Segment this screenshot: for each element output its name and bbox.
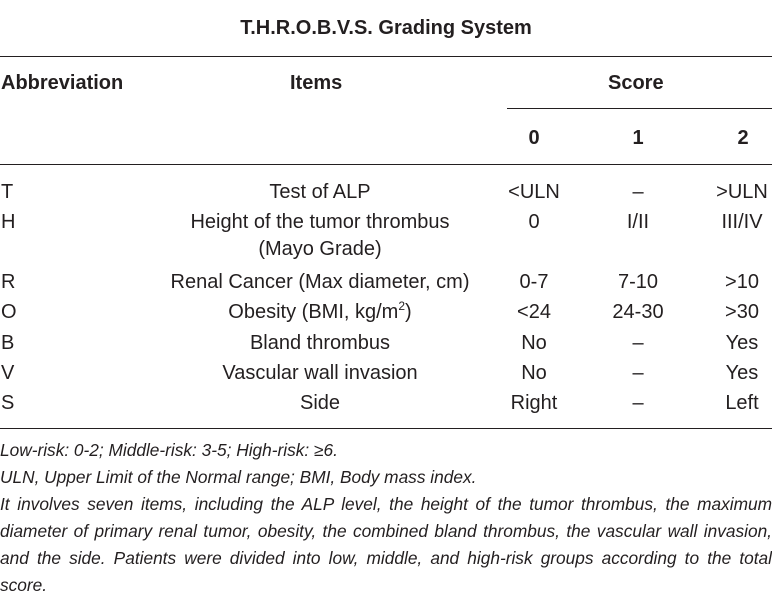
- row-abbreviation: T: [1, 181, 14, 203]
- row-item: Bland thrombus: [249, 332, 391, 354]
- footnote-risk: Low-risk: 0-2; Middle-risk: 3-5; High-risk: ≥6.: [0, 440, 338, 460]
- row-score-0: <24: [517, 301, 551, 323]
- row-score-1: 7-10: [617, 271, 659, 293]
- header-items: Items: [290, 72, 343, 94]
- row-score-2: >30: [725, 301, 759, 323]
- row-abbreviation: S: [1, 392, 15, 414]
- footnote-description: It involves seven items, including the ALP level, the height of the tumor thrombus, the maximum diameter of primary renal tumor, obesity, the combined bland thrombus, the vascular wall invasion, and the side. Patients were divided into low, middle, and high-risk groups according to the total score.: [0, 494, 772, 595]
- row-score-0: No: [521, 362, 547, 384]
- header-score-1: 1: [632, 127, 644, 149]
- row-abbreviation: V: [1, 362, 15, 384]
- row-item-text: Obesity (BMI, kg/m: [228, 301, 399, 323]
- row-abbreviation: B: [1, 332, 15, 354]
- row-abbreviation: R: [1, 271, 16, 293]
- footnote-abbreviations: ULN, Upper Limit of the Normal range; BMI, Body mass index.: [0, 467, 477, 487]
- row-item: Test of ALP: [269, 181, 371, 203]
- row-score-2: Yes: [725, 332, 759, 354]
- row-score-2: >10: [725, 271, 759, 293]
- row-item: [140, 300, 500, 324]
- header-score-0: 0: [528, 127, 540, 149]
- row-score-1: –: [632, 362, 644, 384]
- row-score-1: I/II: [626, 211, 650, 233]
- row-score-0: No: [521, 332, 547, 354]
- row-score-1: –: [632, 392, 644, 414]
- row-item-suffix: ): [405, 301, 412, 323]
- row-item: Side: [299, 392, 341, 414]
- row-score-0: <ULN: [508, 181, 560, 203]
- top-rule: [0, 56, 772, 57]
- row-item-superscript: 2: [398, 299, 406, 313]
- row-score-1: –: [632, 181, 644, 203]
- header-score-2: 2: [737, 127, 749, 149]
- row-score-2: Yes: [725, 362, 759, 384]
- header-rule: [0, 164, 772, 165]
- row-score-2: Left: [725, 392, 759, 414]
- row-score-0: 0: [528, 211, 540, 233]
- row-abbreviation: O: [1, 301, 17, 323]
- row-score-1: –: [632, 332, 644, 354]
- row-score-0: 0-7: [519, 271, 549, 293]
- row-score-1: 24-30: [612, 301, 664, 323]
- row-score-2: >ULN: [716, 181, 768, 203]
- header-score: Score: [608, 72, 664, 94]
- header-abbreviation: Abbreviation: [1, 72, 124, 94]
- row-score-0: Right: [510, 392, 558, 414]
- table-title: T.H.R.O.B.V.S. Grading System: [240, 17, 532, 39]
- row-abbreviation: H: [1, 211, 16, 233]
- row-item: Vascular wall invasion: [222, 362, 418, 384]
- row-item-continued: (Mayo Grade): [258, 238, 382, 260]
- row-item: Renal Cancer (Max diameter, cm): [170, 271, 470, 293]
- row-item: Height of the tumor thrombus: [190, 211, 450, 233]
- score-rule: [507, 108, 772, 109]
- row-score-2: III/IV: [721, 211, 763, 233]
- bottom-rule: [0, 428, 772, 429]
